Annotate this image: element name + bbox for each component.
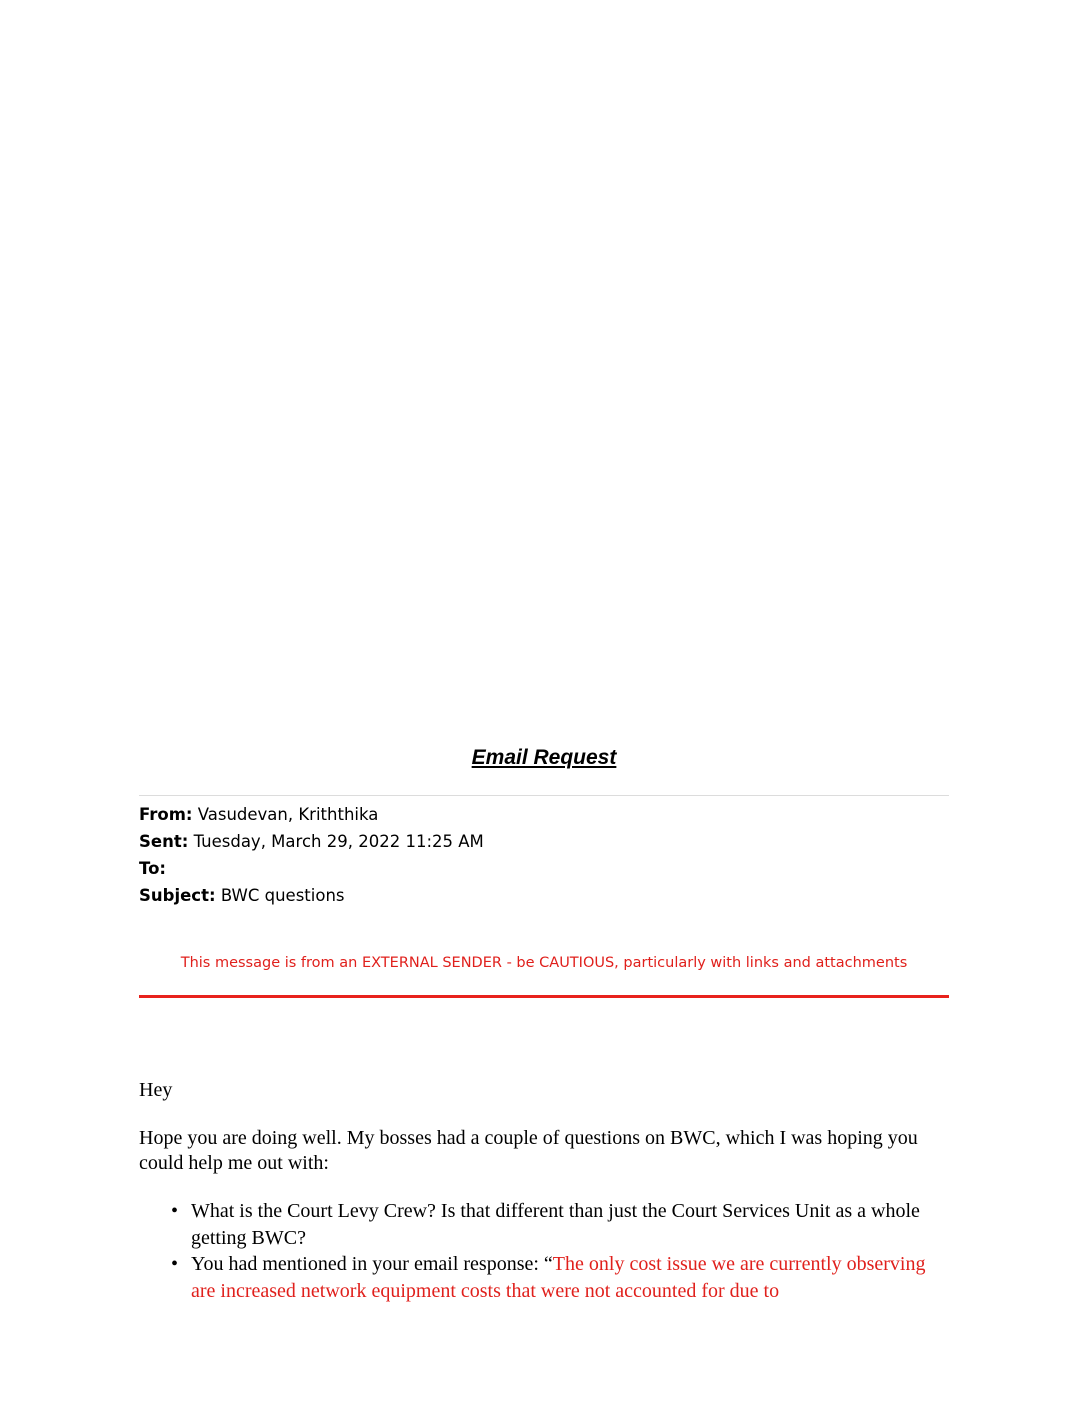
subject-value: BWC questions: [220, 886, 345, 905]
list-item: [171, 1198, 931, 1251]
from-row: [139, 801, 484, 828]
document-title: Email Request: [471, 746, 617, 769]
subject-label: Subject:: [139, 886, 216, 905]
sent-label: Sent:: [139, 832, 189, 851]
sent-value: Tuesday, March 29, 2022 11:25 AM: [193, 832, 484, 851]
to-row: [139, 855, 484, 882]
bullet-icon: •: [171, 1200, 179, 1222]
from-label: From:: [139, 805, 193, 824]
warning-divider: [139, 995, 949, 998]
bullet-icon: •: [171, 1253, 179, 1275]
email-intro: Hope you are doing well. My bosses had a couple of questions on BWC, which I was hoping you could help me out with:: [139, 1127, 918, 1174]
to-label: To:: [139, 859, 166, 878]
sent-row: [139, 828, 484, 855]
email-greeting: Hey: [139, 1079, 173, 1101]
subject-row: [139, 882, 484, 909]
header-divider: [139, 795, 949, 796]
list-item-text: You had mentioned in your email response: “: [191, 1253, 553, 1275]
email-headers: [139, 801, 484, 909]
external-sender-warning: This message is from an EXTERNAL SENDER - be CAUTIOUS, particularly with links and attachments: [180, 955, 908, 971]
quoted-response: The only cost issue we are currently observing are increased network equipment costs that were not accounted for due to: [191, 1253, 926, 1302]
list-item-text: What is the Court Levy Crew? Is that different than just the Court Services Unit as a whole getting BWC?: [191, 1200, 920, 1249]
from-value: Vasudevan, Kriththika: [197, 805, 379, 824]
question-list: [171, 1198, 931, 1304]
list-item: [171, 1251, 931, 1304]
